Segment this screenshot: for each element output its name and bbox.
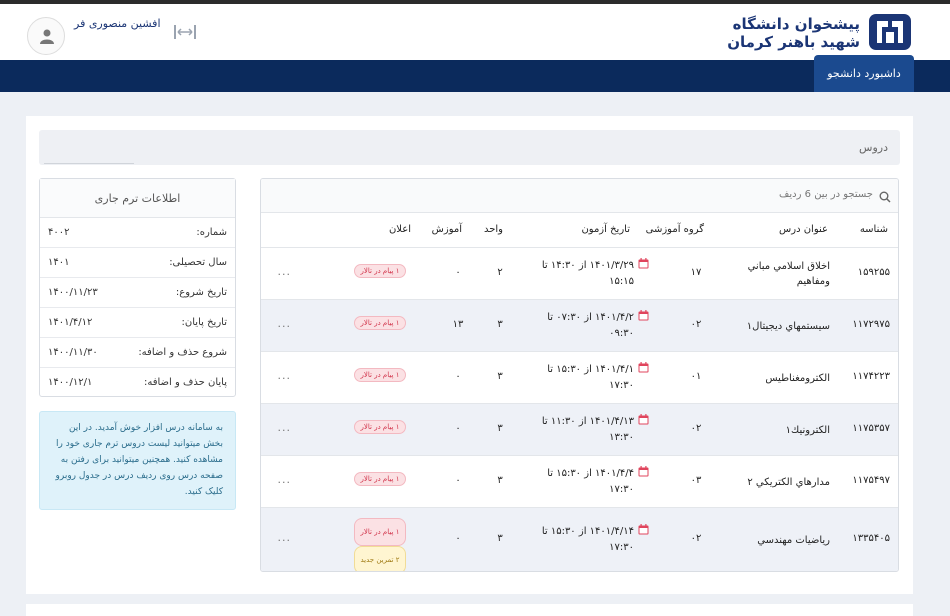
term-row-value: ۴۰۰۲ [48,227,70,238]
course-unit: ۳ [497,475,503,486]
exam-date [524,258,634,290]
term-row [40,338,235,368]
forum-message-badge[interactable]: ۱ پیام در تالار [354,368,407,382]
course-group: ۰۱ [690,371,702,382]
exam-date-text: ۱۴۰۱/۴/۱۴ از ۱۵:۳۰ تا ۱۷:۳۰ [541,526,634,553]
divider [44,163,134,164]
term-row [40,308,235,338]
new-exercise-badge[interactable]: ۲ تمرین جدید [354,546,407,572]
term-row-label: سال تحصیلی: [169,257,227,268]
term-row-value: ۱۴۰۰/۱۲/۱ [48,377,93,388]
term-row-value: ۱۴۰۱/۴/۱۲ [48,317,93,328]
search-input[interactable]: جستجو در بین 6 ردیف [779,189,873,200]
term-row-value: ۱۴۰۱ [48,257,70,268]
term-row-label: شماره: [196,227,227,238]
table-row[interactable] [261,508,899,572]
calendar-icon [638,524,649,535]
tab-student-dashboard[interactable]: داشبورد دانشجو [814,55,914,92]
calendar-icon [638,362,649,373]
course-code: ۱۱۷۵۳۵۷ [852,423,890,434]
exam-date-text: ۱۴۰۱/۳/۲۹ از ۱۴:۳۰ تا ۱۵:۱۵ [541,260,634,287]
courses-table [260,178,899,572]
breadcrumb-label: دروس [859,141,888,154]
course-teach: ۰ [455,475,461,486]
exam-date [524,414,634,446]
breadcrumb [39,130,900,165]
course-teach: ۰ [455,371,461,382]
course-group: ۰۲ [690,423,702,434]
logo-line-2: شهید باهنر کرمان [727,33,860,51]
course-title: الكترومغناطيس [765,373,830,384]
term-row [40,368,235,398]
course-title: سيستمهاي ديجيتال۱ [746,321,830,332]
exam-date [524,310,634,342]
course-code: ۱۵۹۲۵۵ [857,267,890,278]
exam-date-text: ۱۴۰۱/۴/۱۳ از ۱۱:۳۰ تا ۱۳:۳۰ [541,416,634,443]
course-title: الكترونيك۱ [785,425,830,436]
course-teach: ۰ [455,267,461,278]
forum-message-badge[interactable]: ۱ پیام در تالار [354,420,407,434]
col-header-teach[interactable]: آموزش [431,224,462,235]
search-bar[interactable] [261,179,899,213]
user-name[interactable]: افشین منصوری فر [74,17,161,30]
university-logo-icon [868,13,912,51]
logo-text [727,15,860,51]
secondary-card [26,604,913,616]
course-title: رياضيات مهندسي [757,535,830,546]
term-row-label: پایان حذف و اضافه: [144,377,227,388]
term-row-label: شروع حذف و اضافه: [138,347,227,358]
user-icon [39,28,55,44]
university-logo[interactable] [727,13,912,55]
more-button[interactable]: ... [277,531,291,544]
more-button[interactable]: ... [277,265,291,278]
course-code: ۱۱۷۲۹۷۵ [852,319,890,330]
table-row[interactable] [261,352,899,404]
table-row[interactable] [261,248,899,300]
navbar [0,60,950,92]
table-row[interactable] [261,300,899,352]
logo-line-1: پیشخوان دانشگاه [732,15,860,33]
header [0,4,950,60]
col-header-notes[interactable]: اعلان [388,224,411,235]
col-header-title[interactable]: عنوان درس [779,224,828,235]
forum-message-badge[interactable]: ۱ پیام در تالار [354,518,407,546]
course-teach: ۰ [455,423,461,434]
course-unit: ۳ [497,423,503,434]
more-button[interactable]: ... [277,421,291,434]
course-code: ۱۳۳۵۴۰۵ [852,533,890,544]
exam-date-text: ۱۴۰۱/۴/۱ از ۱۵:۳۰ تا ۱۷:۳۰ [547,364,634,391]
col-header-unit[interactable]: واحد [483,224,503,235]
term-info-panel [39,178,236,397]
forum-message-badge[interactable]: ۱ پیام در تالار [354,264,407,278]
course-group: ۰۲ [690,533,702,544]
expand-icon[interactable] [174,24,196,40]
term-row-value: ۱۴۰۰/۱۱/۲۳ [48,287,98,298]
course-title: اخلاق اسلامي مباني ومفاهيم [747,261,830,287]
course-unit: ۳ [497,319,503,330]
avatar[interactable] [27,17,65,55]
exam-date-text: ۱۴۰۱/۴/۴ از ۱۵:۳۰ تا ۱۷:۳۰ [547,468,634,495]
exam-date-text: ۱۴۰۱/۴/۲ از ۰۷:۳۰ تا ۰۹:۳۰ [547,312,634,339]
term-row-label: تاریخ شروع: [175,287,227,298]
forum-message-badge[interactable]: ۱ پیام در تالار [354,316,407,330]
col-header-exam[interactable]: تاریخ آزمون [581,224,630,235]
term-info-title: اطلاعات ترم جاری [40,179,235,218]
course-teach: ۱۳ [452,319,464,330]
course-group: ۰۲ [690,319,702,330]
table-row[interactable] [261,456,899,508]
course-group: ۰۳ [690,475,702,486]
table-row[interactable] [261,404,899,456]
calendar-icon [638,258,649,269]
course-group: ۱۷ [690,267,702,278]
forum-message-badge[interactable]: ۱ پیام در تالار [354,472,407,486]
course-unit: ۲ [497,267,503,278]
course-teach: ۰ [455,533,461,544]
term-row-label: تاریخ پایان: [181,317,227,328]
exam-date [524,362,634,394]
term-row-value: ۱۴۰۰/۱۱/۳۰ [48,347,98,358]
calendar-icon [638,414,649,425]
search-icon [879,191,891,203]
course-unit: ۳ [497,533,503,544]
term-row [40,278,235,308]
more-button[interactable]: ... [277,317,291,330]
course-title: مدارهاي الكتريكي ۲ [747,477,830,488]
info-alert: به سامانه درس افزار خوش آمدید. در این بخش میتوانید لیست دروس ترم جاری خود را مشاهده کنید. همچنین میتوانید برای رفتن به صفحه درس روی ردیف درس در جدول روبرو کلیک کنید. [39,411,236,510]
more-button[interactable]: ... [277,473,291,486]
exam-date [524,466,634,498]
notifications [345,420,415,434]
notifications [345,368,415,382]
col-header-group[interactable]: گروه آموزشی [645,224,704,235]
term-row [40,218,235,248]
calendar-icon [638,466,649,477]
notifications [345,472,415,486]
term-row [40,248,235,278]
more-button[interactable]: ... [277,369,291,382]
notifications [345,316,415,330]
exam-date [524,524,634,556]
col-header-code[interactable]: شناسه [859,224,888,235]
course-code: ۱۱۷۴۲۲۳ [852,371,890,382]
course-unit: ۳ [497,371,503,382]
calendar-icon [638,310,649,321]
notifications [345,264,415,278]
course-code: ۱۱۷۵۴۹۷ [852,475,890,486]
notifications [345,518,415,572]
